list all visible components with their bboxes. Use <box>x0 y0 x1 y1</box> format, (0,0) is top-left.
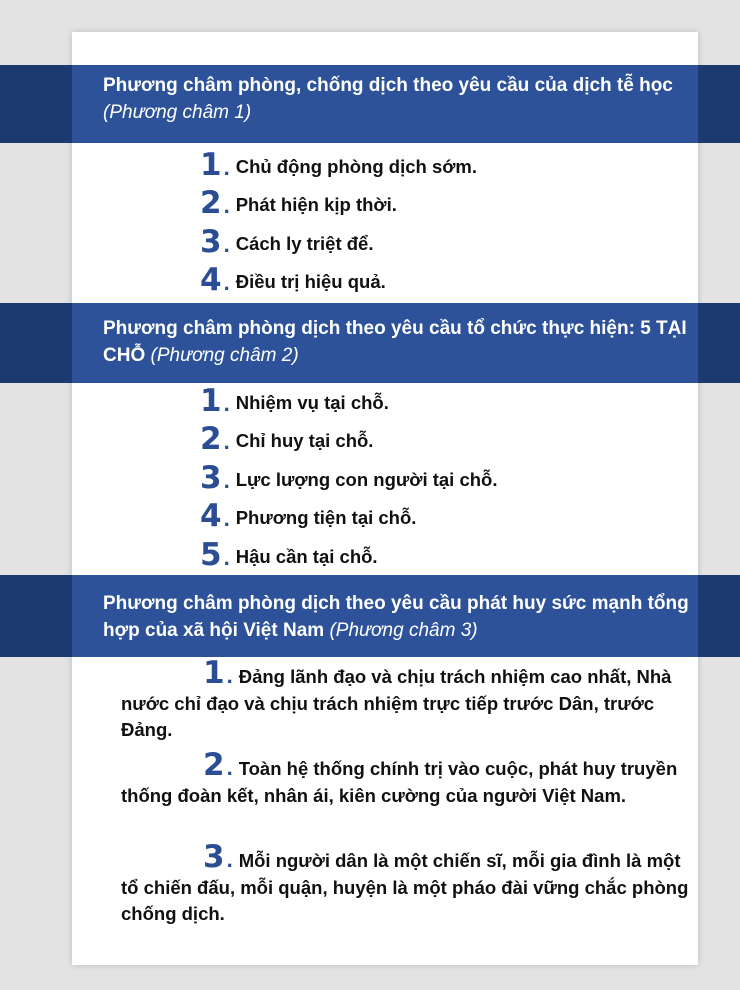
section2-title: Phương châm phòng dịch theo yêu cầu tổ chức thực hiện: 5 TẠI CHỖ (Phương châm 2) <box>103 318 687 366</box>
section2-list <box>200 378 497 571</box>
list-item: 3 . Cách ly triệt để. <box>200 223 374 260</box>
list-item: 3 . Lực lượng con người tại chỗ. <box>200 459 498 496</box>
list-item: 1 . Chủ động phòng dịch sớm. <box>200 146 477 183</box>
section3-title-note: (Phương châm 3) <box>329 620 478 641</box>
section3-item-2: 2. Toàn hệ thống chính trị vào cuộc, phát huy truyền thống đoàn kết, nhân ái, kiên cường của người Việt Nam. <box>121 747 678 806</box>
list-item: 4 . Điều trị hiệu quả. <box>200 262 386 298</box>
section3-title: Phương châm phòng dịch theo yêu cầu phát huy sức mạnh tổng hợp của xã hội Việt Nam (Phương châm 3) <box>103 593 689 641</box>
section1-title: Phương châm phòng, chống dịch theo yêu cầu của dịch tễ học (Phương châm 1) <box>103 75 673 123</box>
list-item: 2 . Phát hiện kịp thời. <box>200 185 397 221</box>
section3-item-3: 3. Mỗi người dân là một chiến sĩ, mỗi gia đình là một tổ chiến đấu, mỗi quận, huyện là một pháo đài vững chắc phòng chống dịch. <box>121 839 689 924</box>
section3-item-1: 1. Đảng lãnh đạo và chịu trách nhiệm cao nhất, Nhà nước chỉ đạo và chịu trách nhiệm trực tiếp trước Dân, trước Đảng. <box>121 655 672 740</box>
list-item: 4 . Phương tiện tại chỗ. <box>200 498 417 534</box>
list-item: 2 . Chỉ huy tại chỗ. <box>200 421 374 457</box>
section1-title-note: (Phương châm 1) <box>103 102 252 123</box>
list-item: 1 . Nhiệm vụ tại chỗ. <box>200 382 389 419</box>
section2-title-note: (Phương châm 2) <box>150 345 299 366</box>
list-item: 5 . Hậu cần tại chỗ. <box>200 536 378 573</box>
section1-list <box>200 142 477 296</box>
